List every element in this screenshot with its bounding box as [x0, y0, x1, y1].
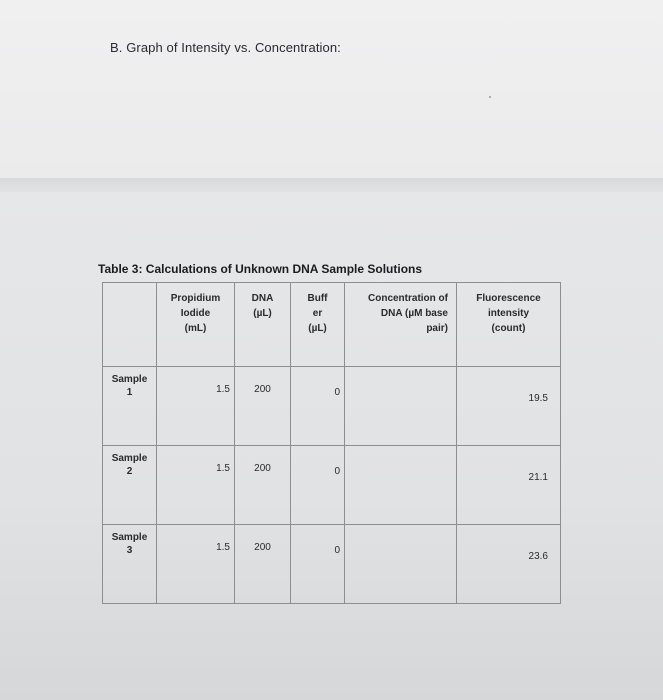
- paper-speck: [489, 96, 491, 98]
- row-label-sample-2: Sample 2: [103, 446, 157, 525]
- cell-intensity: 21.1: [457, 446, 561, 525]
- row-label-sample-1: Sample 1: [103, 367, 157, 446]
- cell-propidium: 1.5: [157, 367, 235, 446]
- cell-buffer: 0: [291, 525, 345, 604]
- page-gap: [0, 178, 663, 192]
- cell-concentration-blank[interactable]: [345, 367, 457, 446]
- table-3-caption: Table 3: Calculations of Unknown DNA Sample Solutions: [98, 262, 423, 276]
- table-header-row: [103, 283, 561, 367]
- header-fluorescence-intensity: Fluorescence intensity (count): [457, 283, 561, 367]
- cell-concentration-blank[interactable]: [345, 525, 457, 604]
- table-row: [103, 367, 561, 446]
- cell-intensity: 19.5: [457, 367, 561, 446]
- table-row: [103, 446, 561, 525]
- upper-worksheet-section: [0, 0, 663, 178]
- header-dna: DNA (µL): [235, 283, 291, 367]
- cell-concentration-blank[interactable]: [345, 446, 457, 525]
- header-buffer: Buff er (µL): [291, 283, 345, 367]
- cell-propidium: 1.5: [157, 446, 235, 525]
- cell-intensity: 23.6: [457, 525, 561, 604]
- table-row: [103, 525, 561, 604]
- header-concentration: Concentration of DNA (µM base pair): [345, 283, 457, 367]
- header-blank-cell: [103, 283, 157, 367]
- table-3: [102, 282, 561, 604]
- cell-dna: 200: [235, 446, 291, 525]
- cell-dna: 200: [235, 525, 291, 604]
- cell-buffer: 0: [291, 446, 345, 525]
- section-b-heading: B. Graph of Intensity vs. Concentration:: [110, 40, 341, 55]
- cell-buffer: 0: [291, 367, 345, 446]
- cell-dna: 200: [235, 367, 291, 446]
- cell-propidium: 1.5: [157, 525, 235, 604]
- header-propidium-iodide: Propidium Iodide (mL): [157, 283, 235, 367]
- row-label-sample-3: Sample 3: [103, 525, 157, 604]
